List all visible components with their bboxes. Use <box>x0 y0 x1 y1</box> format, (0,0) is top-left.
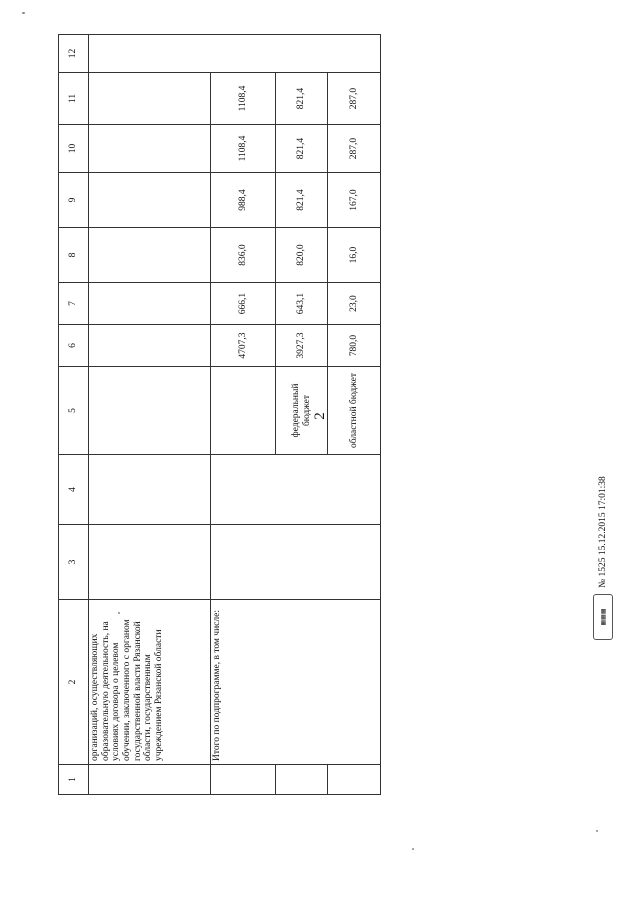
total-label: Итого по подпрограмме, в том числе: <box>211 600 381 765</box>
table-cell <box>211 455 381 525</box>
total-value: 988,4 <box>211 173 275 228</box>
table-cell <box>89 73 211 125</box>
funding-source: федеральный бюджет <box>275 367 328 455</box>
federal-value: 643,1 <box>275 283 328 325</box>
header-cell: 11 <box>59 73 89 125</box>
activity-description: организаций, осуществляющих образовательную деятельность, на условиях договора о целевом обучении, заключенного с органом государственной власти Рязанской области, государственным учреждением Рязанской области <box>89 600 211 765</box>
federal-value: 820,0 <box>275 228 328 283</box>
registration-stamp <box>590 290 616 640</box>
total-value: 836,0 <box>211 228 275 283</box>
header-cell: 7 <box>59 283 89 325</box>
total-row <box>211 35 275 795</box>
total-value: 4707,3 <box>211 325 275 367</box>
federal-value: 821,4 <box>275 125 328 173</box>
header-cell: 8 <box>59 228 89 283</box>
regional-value: 167,0 <box>328 173 381 228</box>
regional-value: 287,0 <box>328 125 381 173</box>
total-value: 1108,4 <box>211 125 275 173</box>
header-cell: 6 <box>59 325 89 367</box>
scan-speck <box>22 12 25 14</box>
regional-value: 23,0 <box>328 283 381 325</box>
table-cell <box>89 765 211 795</box>
table-cell <box>89 228 211 283</box>
regional-value: 780,0 <box>328 325 381 367</box>
federal-value: 821,4 <box>275 73 328 125</box>
table-cell <box>89 525 211 600</box>
table-cell <box>89 325 211 367</box>
table-cell <box>89 367 211 455</box>
header-cell: 1 <box>59 765 89 795</box>
regional-value: 287,0 <box>328 73 381 125</box>
stamp-text: № 1525 15.12.2015 17:01:38 <box>598 476 608 588</box>
header-cell: 10 <box>59 125 89 173</box>
total-value: 1108,4 <box>211 73 275 125</box>
page-number: 2 <box>312 412 328 420</box>
table-cell <box>211 367 275 455</box>
header-row <box>59 35 89 795</box>
federal-value: 821,4 <box>275 173 328 228</box>
scan-speck <box>412 848 414 850</box>
table-cell <box>328 765 381 795</box>
regional-value: 16,0 <box>328 228 381 283</box>
table-cell <box>89 455 211 525</box>
table-cell <box>211 525 381 600</box>
rotated-table-container <box>58 35 381 795</box>
table-cell <box>89 125 211 173</box>
header-cell: 2 <box>59 600 89 765</box>
header-cell: 5 <box>59 367 89 455</box>
scan-speck <box>118 612 120 614</box>
stamp-logo-icon: ▦▦▦ <box>593 594 613 640</box>
header-cell: 12 <box>59 35 89 73</box>
table-cell <box>211 765 275 795</box>
table-cell <box>89 283 211 325</box>
header-cell: 4 <box>59 455 89 525</box>
table-cell <box>89 35 381 73</box>
funding-source: областной бюджет <box>328 367 381 455</box>
table-row <box>89 35 211 795</box>
header-cell: 9 <box>59 173 89 228</box>
federal-value: 3927,3 <box>275 325 328 367</box>
header-cell: 3 <box>59 525 89 600</box>
table-cell <box>89 173 211 228</box>
budget-table <box>58 34 381 795</box>
table-cell <box>275 765 328 795</box>
total-value: 666,1 <box>211 283 275 325</box>
scan-speck <box>596 830 598 832</box>
